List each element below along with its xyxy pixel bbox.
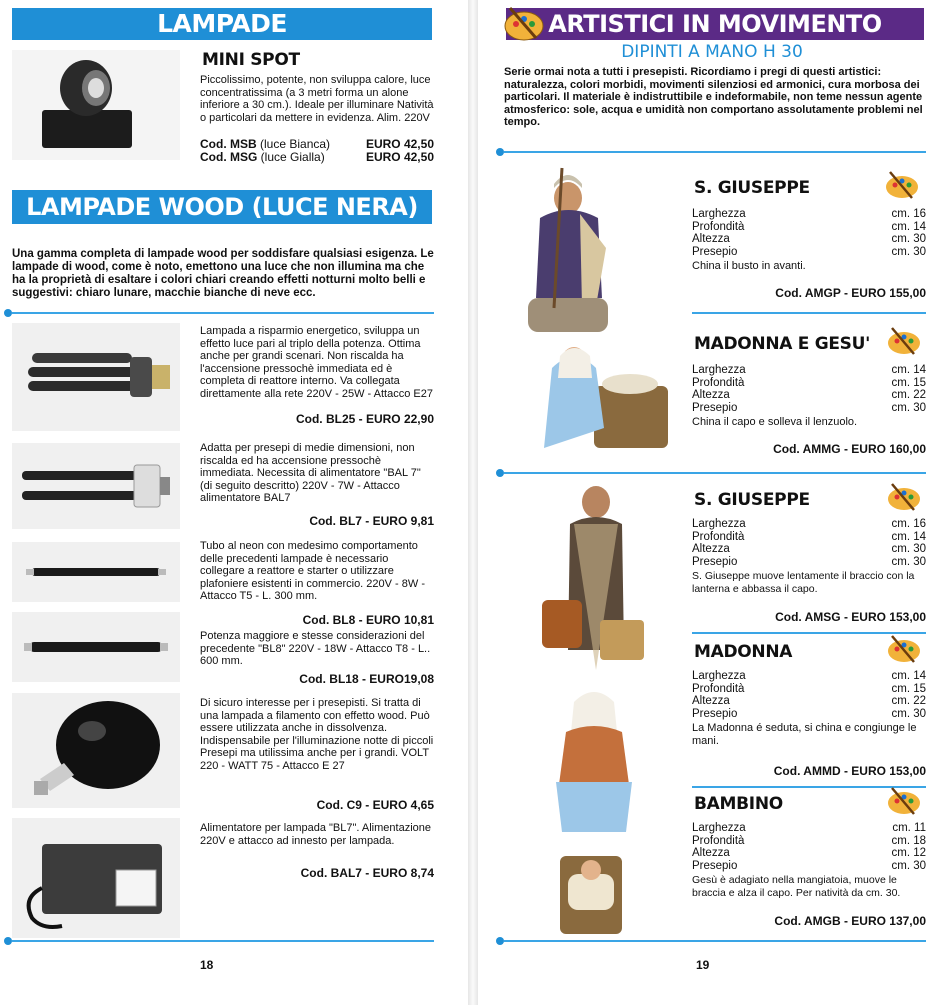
c9-image xyxy=(12,693,180,808)
c9-description: Di sicuro interesse per i presepisti. Si tratta di una lampada a filamento con effetto wood. Può essere utilizzata anche in dissolvenza. Indispensabile per l'illuminazione notte di piccoli Presepi ma utilissima anche per i grandi. VOLT 220 - WATT 75 - Attacco E 27 xyxy=(200,697,434,772)
label-altezza: Altezza xyxy=(692,847,730,859)
val-profondita: cm. 15 xyxy=(891,376,926,389)
mini-spot-title: MINI SPOT xyxy=(202,50,300,70)
figure-4-note: La Madonna é seduta, si china e congiunge le mani. xyxy=(692,722,917,747)
val-profondita: cm. 14 xyxy=(891,220,926,233)
val-altezza: cm. 22 xyxy=(891,695,926,707)
bal7-code: Cod. BAL7 - EURO 8,74 xyxy=(300,866,434,880)
val-altezza: cm. 30 xyxy=(891,233,926,245)
mini-spot-codes xyxy=(200,138,434,164)
val-larghezza: cm. 14 xyxy=(891,364,926,376)
figure-5-title: BAMBINO xyxy=(694,794,783,814)
code-msg-note: (luce Gialla) xyxy=(260,150,325,164)
header-lampade-wood: LAMPADE WOOD (LUCE NERA) xyxy=(12,190,432,224)
figure-4-title: MADONNA xyxy=(694,642,793,662)
label-presepio: Presepio xyxy=(692,707,738,720)
val-larghezza: cm. 11 xyxy=(892,822,926,834)
label-larghezza: Larghezza xyxy=(692,822,746,834)
bl18-code: Cod. BL18 - EURO19,08 xyxy=(299,672,434,686)
label-presepio: Presepio xyxy=(692,245,738,258)
page-number-19: 19 xyxy=(696,958,710,972)
val-altezza: cm. 12 xyxy=(891,847,926,859)
bl7-description: Adatta per presepi di medie dimensioni, non riscalda ed ha accensione pressochè immediata. Necessita di alimentatore "BAL 7" (di seguito descritto) 220V - 7W - Attacco alimentatore BAL7 xyxy=(200,442,421,504)
figure-5-note: Gesù è adagiato nella mangiatoia, muove le braccia e alza il capo. Per natività da cm. 30. xyxy=(692,874,901,899)
val-presepio: cm. 30 xyxy=(891,401,926,414)
figure-4-code: Cod. AMMD - EURO 153,00 xyxy=(773,764,926,778)
figure-4-dims xyxy=(692,670,926,720)
val-presepio: cm. 30 xyxy=(891,245,926,258)
bl18-description: Potenza maggiore e stesse considerazioni del precedente "BL8" 220V - 18W - Attacco T8 - L.. 600 mm. xyxy=(200,630,431,667)
figure-1-note: China il busto in avanti. xyxy=(692,260,806,272)
label-profondita: Profondità xyxy=(692,834,745,847)
bottom-dot-right xyxy=(496,937,504,945)
figure-1-code: Cod. AMGP - EURO 155,00 xyxy=(775,286,926,300)
c9-code: Cod. C9 - EURO 4,65 xyxy=(316,798,434,812)
artistici-intro: Serie ormai nota a tutti i presepisti. Ricordiamo i pregi di questi artistici: naturalezza, colori morbidi, movimenti silenziosi ed armonici, cura morbosa dei particolari. Il materiale è indistruttibile e indeformabile, non teme nessun agente atmosferico: sole, acqua e umidità non comportano assolutamente problemi nel tempo. xyxy=(504,66,923,128)
figure-1-rule xyxy=(692,312,926,314)
section-rule-right xyxy=(504,151,926,153)
figure-3-dims xyxy=(692,518,926,568)
header-artistici: ARTISTICI IN MOVIMENTO xyxy=(506,8,924,40)
val-altezza: cm. 22 xyxy=(891,389,926,401)
figure-2-code: Cod. AMMG - EURO 160,00 xyxy=(773,442,926,456)
bl8-description: Tubo al neon con medesimo comportamento delle precedenti lampade è necessario collegare a reattore e starter o utilizzare plafoniere esistenti in commercio. 220V - 8W - Attacco T5 - L. 300 mm. xyxy=(200,540,425,602)
figure-1-title: S. GIUSEPPE xyxy=(694,178,810,198)
val-altezza: cm. 30 xyxy=(891,543,926,555)
figure-2-title: MADONNA E GESU' xyxy=(694,334,871,354)
section-rule xyxy=(12,312,434,314)
label-profondita: Profondità xyxy=(692,220,745,233)
label-altezza: Altezza xyxy=(692,695,730,707)
bal7-description: Alimentatore per lampada "BL7". Alimentazione 220V e attacco ad innesto per lampada. xyxy=(200,822,431,847)
val-presepio: cm. 30 xyxy=(891,859,926,872)
left-page xyxy=(0,0,468,1005)
bl7-image xyxy=(12,443,180,529)
code-msg: Cod. MSG xyxy=(200,150,258,164)
figure-3-code: Cod. AMSG - EURO 153,00 xyxy=(775,610,926,624)
bal7-image xyxy=(12,818,180,938)
val-larghezza: cm. 16 xyxy=(891,208,926,220)
bl18-image xyxy=(12,612,180,682)
s-giuseppe-1-image xyxy=(510,158,620,336)
val-larghezza: cm. 14 xyxy=(891,670,926,682)
code-msb: Cod. MSB xyxy=(200,137,257,151)
figure-2-dims xyxy=(692,364,926,414)
right-page xyxy=(478,0,950,1005)
figure-3-title: S. GIUSEPPE xyxy=(694,490,810,510)
palette-icon-5 xyxy=(886,786,922,816)
palette-icon-4 xyxy=(886,634,922,664)
label-profondita: Profondità xyxy=(692,376,745,389)
label-larghezza: Larghezza xyxy=(692,364,746,376)
label-altezza: Altezza xyxy=(692,543,730,555)
label-larghezza: Larghezza xyxy=(692,518,746,530)
bl7-code: Cod. BL7 - EURO 9,81 xyxy=(309,514,434,528)
s-giuseppe-2-image xyxy=(538,480,648,676)
bl8-code: Cod. BL8 - EURO 10,81 xyxy=(302,613,434,627)
bottom-rule xyxy=(12,940,434,942)
bottom-dot xyxy=(4,937,12,945)
figure-1-dims xyxy=(692,208,926,258)
val-larghezza: cm. 16 xyxy=(891,518,926,530)
label-presepio: Presepio xyxy=(692,555,738,568)
bl8-image xyxy=(12,542,180,602)
page-number-18: 18 xyxy=(200,958,214,972)
label-altezza: Altezza xyxy=(692,389,730,401)
val-presepio: cm. 30 xyxy=(891,555,926,568)
figure-5-code: Cod. AMGB - EURO 137,00 xyxy=(774,914,926,928)
bambino-image xyxy=(556,846,626,938)
figure-2-note: China il capo e solleva il lenzuolo. xyxy=(692,416,858,428)
code-row-msg xyxy=(200,151,434,164)
figure-5-dims xyxy=(692,822,926,872)
label-presepio: Presepio xyxy=(692,401,738,414)
mini-spot-description: Piccolissimo, potente, non sviluppa calore, luce concentratissima (a 3 metri forma un alone inferiore a 30 cm.). Ideale per illuminare Natività o particolari da mettere in evidenza. Alim. 220V xyxy=(200,74,434,124)
label-larghezza: Larghezza xyxy=(692,670,746,682)
palette-icon-1 xyxy=(884,170,920,200)
section-dot xyxy=(4,309,12,317)
val-profondita: cm. 15 xyxy=(891,682,926,695)
val-profondita: cm. 18 xyxy=(891,834,926,847)
palette-icon xyxy=(502,4,546,44)
madonna-image xyxy=(546,682,642,836)
wood-intro: Una gamma completa di lampade wood per soddisfare qualsiasi esigenza. Le lampade di wood, come è noto, emettono una luce che non illumina ma che ha la proprietà di esaltare i colori chiari creando effetti notturni molto belli e suggestivi: chiaro lunare, macchie bianche di neve ecc. xyxy=(12,248,434,299)
bl25-image xyxy=(12,323,180,431)
section-dot-right xyxy=(496,148,504,156)
palette-icon-3 xyxy=(886,482,922,512)
price-msg: EURO 42,50 xyxy=(365,150,434,164)
mini-spot-image xyxy=(12,50,180,160)
label-larghezza: Larghezza xyxy=(692,208,746,220)
header-lampade: LAMPADE xyxy=(12,8,432,40)
figure-3-note: S. Giuseppe muove lentamente il braccio con la lanterna e abbassa il capo. xyxy=(692,570,915,595)
page-gutter xyxy=(468,0,478,1005)
label-profondita: Profondità xyxy=(692,530,745,543)
price-msb: EURO 42,50 xyxy=(365,137,434,151)
bottom-rule-right xyxy=(504,940,926,942)
label-presepio: Presepio xyxy=(692,859,738,872)
bl25-description: Lampada a risparmio energetico, sviluppa un effetto luce pari al triplo della potenza. Ottima anche per grandi scenari. Non riscalda ha l'accensione pressochè immediata ed è completa di reattore interno. Va collegata direttamente alla rete 220V - 25W - Attacco E27 xyxy=(200,325,433,400)
val-presepio: cm. 30 xyxy=(891,707,926,720)
mid-dot-right xyxy=(496,469,504,477)
palette-icon-2 xyxy=(886,326,922,356)
val-profondita: cm. 14 xyxy=(891,530,926,543)
mid-rule-right xyxy=(504,472,926,474)
madonna-gesu-image xyxy=(534,338,674,464)
subheader: DIPINTI A MANO H 30 xyxy=(621,42,803,62)
code-msb-note: (luce Bianca) xyxy=(260,137,331,151)
label-altezza: Altezza xyxy=(692,233,730,245)
label-profondita: Profondità xyxy=(692,682,745,695)
bl25-code: Cod. BL25 - EURO 22,90 xyxy=(295,412,434,426)
